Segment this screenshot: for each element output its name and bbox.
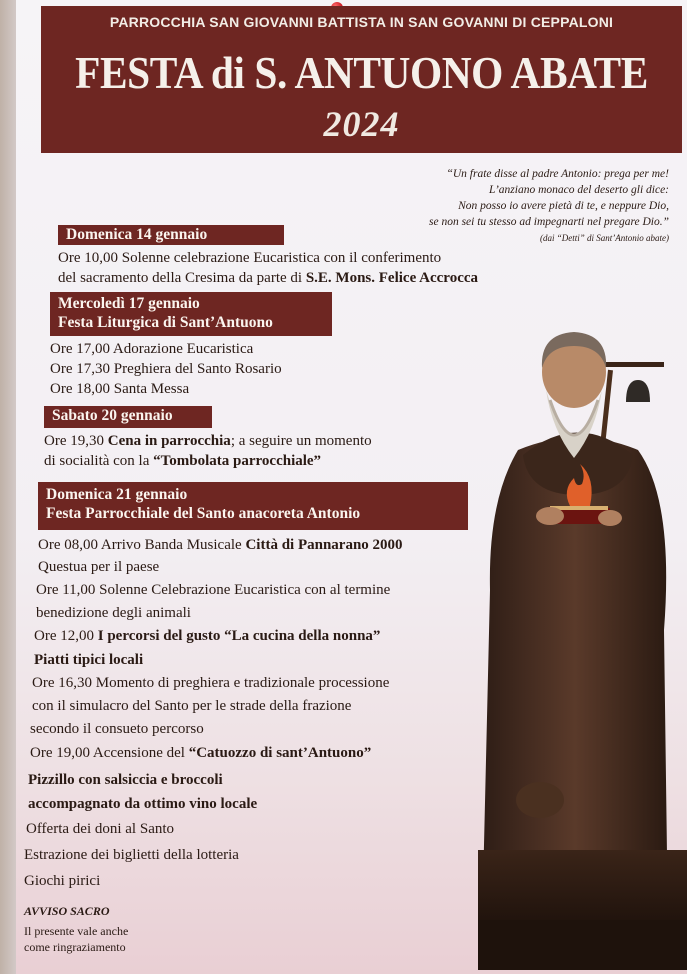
- event-line: Estrazione dei biglietti della lotteria: [24, 847, 239, 863]
- quote-line: Non posso io avere pietà di te, e neppure Dio,: [458, 200, 669, 212]
- event-line: Ore 17,30 Preghiera del Santo Rosario: [50, 361, 282, 377]
- event-line: Questua per il paese: [38, 559, 160, 575]
- day-heading-jan20: Sabato 20 gennaio: [44, 406, 212, 428]
- day-heading-jan14: Domenica 14 gennaio: [58, 225, 284, 245]
- saint-antonio-statue: [478, 330, 687, 970]
- event-line: Ore 18,00 Santa Messa: [50, 381, 190, 397]
- event-line: Ore 17,00 Adorazione Eucaristica: [50, 341, 254, 357]
- quote-line: L’anziano monaco del deserto gli dice:: [488, 184, 669, 196]
- event-line: secondo il consueto percorso: [30, 721, 204, 737]
- quote-source: (dai “Detti” di Sant’Antonio abate): [540, 233, 669, 243]
- event-line: del sacramento della Cresima da parte di S.E. Mons. Felice Accrocca: [58, 270, 479, 286]
- poster-header: [41, 6, 682, 153]
- event-line: Ore 08,00 Arrivo Banda Musicale Città di Pannarano 2000: [38, 537, 403, 553]
- event-line: Ore 19,30 Cena in parrocchia; a seguire un momento: [44, 433, 372, 449]
- notice-line: come ringraziamento: [24, 940, 126, 954]
- event-line: benedizione degli animali: [36, 605, 191, 621]
- event-line: Pizzillo con salsiccia e broccoli: [28, 772, 223, 788]
- notice-line: Il presente vale anche: [24, 924, 129, 938]
- parish-name: PARROCCHIA SAN GIOVANNI BATTISTA IN SAN GOVANNI DI CEPPALONI: [109, 14, 614, 30]
- day-heading-jan17: [50, 292, 332, 336]
- day-heading-date: Mercoledì 17 gennaio: [58, 295, 200, 312]
- event-line: accompagnato da ottimo vino locale: [28, 796, 258, 812]
- day-heading-jan21: [38, 482, 468, 530]
- event-line: Ore 16,30 Momento di preghiera e tradizionale processione: [32, 675, 390, 691]
- saint-quote: [329, 166, 669, 246]
- event-line: Ore 12,00 I percorsi del gusto “La cucina della nonna”: [34, 628, 381, 644]
- event-line: Ore 19,00 Accensione del “Catuozzo di sant’Antuono”: [30, 745, 372, 761]
- event-line: Ore 10,00 Solenne celebrazione Eucaristica con il conferimento: [58, 250, 442, 266]
- notice-title: AVVISO SACRO: [24, 904, 110, 918]
- quote-line: se non sei tu stesso ad impegnarti nel pregare Dio.”: [429, 216, 669, 228]
- day-heading-date: Domenica 21 gennaio: [46, 486, 188, 503]
- event-line: Offerta dei doni al Santo: [26, 821, 175, 837]
- quote-line: “Un frate disse al padre Antonio: prega per me!: [446, 168, 669, 180]
- day-heading-subtitle: Festa Parrocchiale del Santo anacoreta Antonio: [46, 505, 361, 522]
- event-line: Ore 11,00 Solenne Celebrazione Eucaristica con al termine: [36, 582, 391, 598]
- event-line: Piatti tipici locali: [34, 652, 144, 668]
- event-line: Giochi pirici: [24, 873, 101, 889]
- day-heading-subtitle: Festa Liturgica di Sant’Antuono: [58, 314, 273, 331]
- festival-year: 2024: [323, 104, 400, 144]
- festival-title: FESTA di S. ANTUONO ABATE: [75, 47, 648, 98]
- event-line: con il simulacro del Santo per le strade della frazione: [32, 698, 352, 714]
- event-line: di socialità con la “Tombolata parrocchiale”: [44, 453, 322, 469]
